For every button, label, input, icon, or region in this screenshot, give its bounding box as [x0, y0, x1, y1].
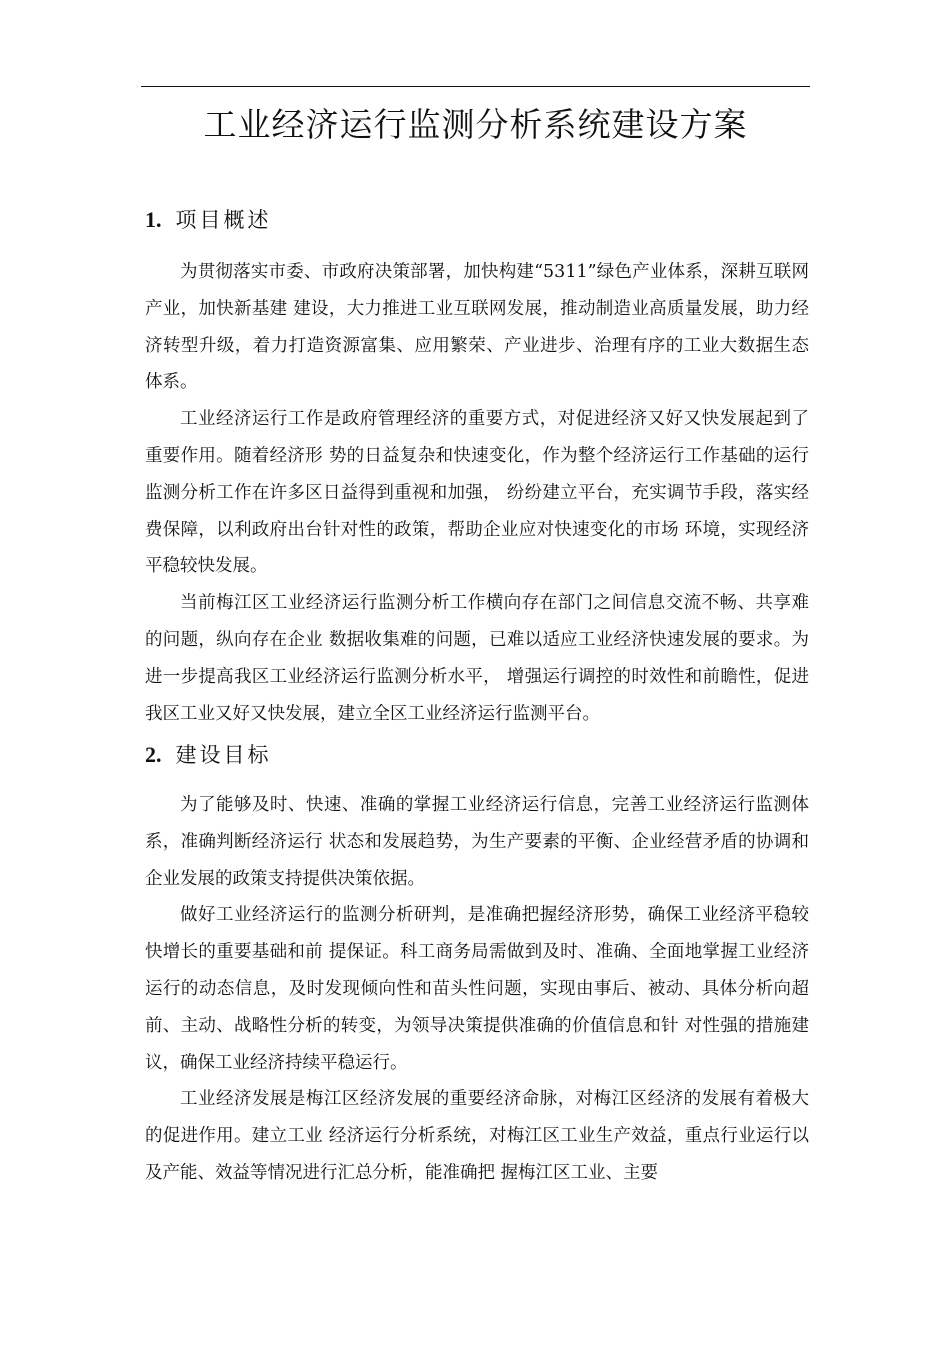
paragraph: 工业经济发展是梅江区经济发展的重要经济命脉，对梅江区经济的发展有着极大的促进作用。建立工业 经济运行分析系统，对梅江区工业生产效益，重点行业运行以及产能、效益等情况进行汇总分析，能准确把 握梅江区工业、主要 [145, 1089, 809, 1183]
section-heading [145, 737, 809, 773]
paragraph: 当前梅江区工业经济运行监测分析工作横向存在部门之间信息交流不畅、共享难的问题，纵向存在企业 数据收集难的问题，已难以适应工业经济快速发展的要求。为进一步提高我区工业经济运行监测分析水平， 增强运行调控的时效性和前瞻性，促进我区工业又好又快发展，建立全区工业经济运行监测平台。 [145, 593, 809, 724]
section-project-overview [145, 202, 809, 732]
paragraph: 为了能够及时、快速、准确的掌握工业经济运行信息，完善工业经济运行监测体系，准确判断经济运行 状态和发展趋势，为生产要素的平衡、企业经营矛盾的协调和企业发展的政策支持提供决策依据。 [145, 795, 809, 889]
paragraph: 做好工业经济运行的监测分析研判，是准确把握经济形势，确保工业经济平稳较快增长的重要基础和前 提保证。科工商务局需做到及时、准确、全面地掌握工业经济运行的动态信息，及时发现倾向性和苗头性问题，实现由事后、被动、具体分析向超前、主动、战略性分析的转变，为领导决策提供准确的价值信息和针 对性强的措施建议，确保工业经济持续平稳运行。 [145, 905, 809, 1073]
section-number: 1. [145, 207, 162, 232]
paragraph: 工业经济运行工作是政府管理经济的重要方式，对促进经济又好又快发展起到了重要作用。随着经济形 势的日益复杂和快速变化，作为整个经济运行工作基础的运行监测分析工作在许多区日益得到重视和加强， 纷纷建立平台，充实调节手段，落实经费保障，以利政府出台针对性的政策，帮助企业应对快速变化的市场 环境，实现经济平稳较快发展。 [145, 409, 809, 577]
header-rule [141, 86, 810, 87]
paragraph: 为贯彻落实市委、市政府决策部署，加快构建“5311”绿色产业体系，深耕互联网产业，加快新基建 建设，大力推进工业互联网发展，推动制造业高质量发展，助力经济转型升级，着力打造资源富集、应用繁荣、产业进步、治理有序的工业大数据生态体系。 [145, 262, 809, 393]
section-title: 项目概述 [175, 208, 272, 232]
section-heading [145, 202, 809, 238]
document-title: 工业经济运行监测分析系统建设方案 [203, 105, 748, 144]
section-title: 建设目标 [175, 743, 272, 767]
section-construction-goals [145, 737, 809, 1192]
section-number: 2. [145, 742, 162, 767]
